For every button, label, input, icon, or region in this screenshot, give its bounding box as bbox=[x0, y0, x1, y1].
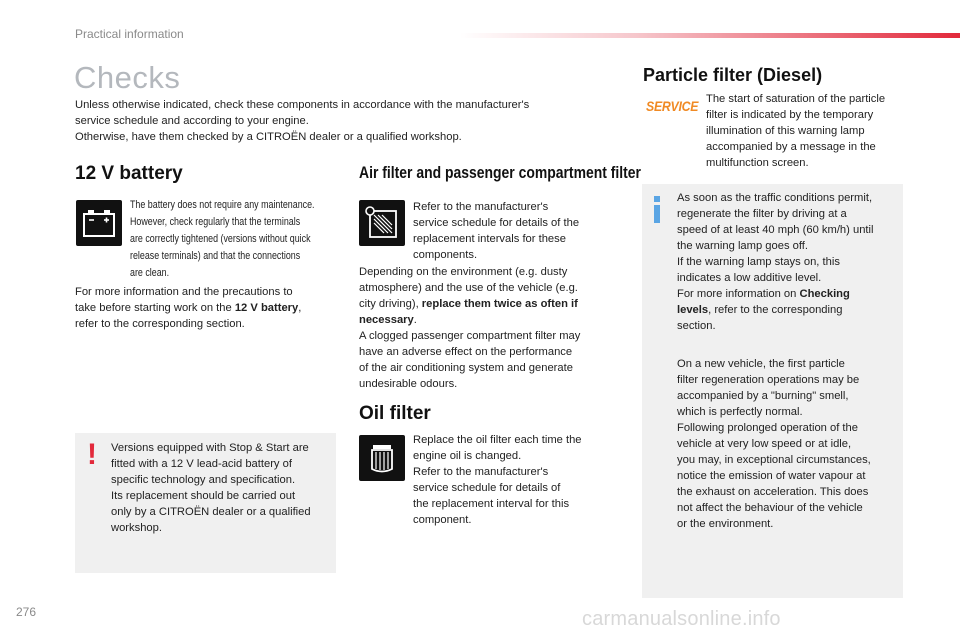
oil-line: service schedule for details of bbox=[413, 482, 561, 494]
oil-line: Refer to the manufacturer's bbox=[413, 466, 549, 478]
air-line: Depending on the environment (e.g. dusty bbox=[359, 266, 568, 278]
warning-icon: ! bbox=[87, 438, 97, 471]
battery-desc-line: The battery does not require any maintenance. bbox=[130, 199, 315, 211]
battery-more-line: refer to the corresponding section. bbox=[75, 318, 245, 330]
particle-line: The start of saturation of the particle bbox=[706, 93, 886, 105]
oil-filter-icon bbox=[359, 435, 405, 481]
particle-line: illumination of this warning lamp bbox=[706, 125, 865, 137]
warning-line: specific technology and specification. bbox=[111, 474, 296, 486]
info-line: regenerate the filter by driving at a bbox=[677, 208, 847, 220]
info-text: , refer to the corresponding bbox=[708, 304, 843, 316]
battery-icon-graphic bbox=[79, 205, 119, 241]
oil-filter-heading: Oil filter bbox=[359, 403, 431, 424]
info-icon bbox=[654, 205, 660, 223]
intro-line: Otherwise, have them checked by a CITROËN dealer or a qualified workshop. bbox=[75, 131, 462, 143]
air-bold: replace them twice as often if bbox=[421, 298, 578, 310]
battery-more-text: take before starting work on the bbox=[75, 302, 235, 314]
battery-desc-line: However, check regularly that the terminals bbox=[130, 216, 301, 228]
oil-filter-text bbox=[413, 432, 613, 528]
new-vehicle-line: On a new vehicle, the first particle bbox=[677, 358, 845, 370]
battery-more-bold: 12 V battery bbox=[234, 302, 299, 314]
new-vehicle-line: you may, in exceptional circumstances, bbox=[677, 454, 871, 466]
intro-line: Unless otherwise indicated, check these components in accordance with the manufacturer's bbox=[75, 99, 530, 111]
info-bold: Checking bbox=[799, 288, 850, 300]
particle-line: accompanied by a message in the bbox=[706, 141, 876, 153]
oil-line: Replace the oil filter each time the bbox=[413, 434, 582, 446]
battery-warning-text bbox=[111, 440, 333, 536]
oil-filter-icon-graphic bbox=[362, 438, 402, 478]
battery-icon bbox=[76, 200, 122, 246]
info-line: section. bbox=[677, 320, 716, 332]
new-vehicle-line: Following prolonged operation of the bbox=[677, 422, 858, 434]
warning-line: only by a CITROËN dealer or a qualified bbox=[111, 506, 311, 518]
battery-more-info bbox=[75, 284, 340, 332]
air-side-line: Refer to the manufacturer's bbox=[413, 201, 549, 213]
air-text: . bbox=[413, 314, 417, 326]
air-filter-icon bbox=[359, 200, 405, 246]
air-bold: necessary bbox=[359, 314, 414, 326]
particle-info-text bbox=[677, 190, 902, 334]
new-vehicle-line: vehicle at very low speed or at idle, bbox=[677, 438, 852, 450]
service-warning-icon: SERVICE bbox=[646, 98, 699, 114]
battery-warning-box bbox=[75, 433, 336, 573]
new-vehicle-line: filter regeneration operations may be bbox=[677, 374, 860, 386]
air-side-line: replacement intervals for these bbox=[413, 233, 566, 245]
air-filter-paragraph bbox=[359, 264, 624, 392]
particle-line: multifunction screen. bbox=[706, 157, 809, 169]
air-line bbox=[359, 296, 624, 312]
intro-paragraph bbox=[75, 97, 595, 145]
new-vehicle-line: or the environment. bbox=[677, 518, 774, 530]
watermark: carmanualsonline.info bbox=[582, 608, 781, 630]
air-filter-icon-graphic bbox=[362, 203, 402, 243]
oil-line: component. bbox=[413, 514, 472, 526]
air-side-line: components. bbox=[413, 249, 478, 261]
section-header: Practical information bbox=[75, 27, 184, 41]
page-title: Checks bbox=[74, 60, 181, 95]
air-line: atmosphere) and the use of the vehicle (e.g. bbox=[359, 282, 578, 294]
oil-line: engine oil is changed. bbox=[413, 450, 522, 462]
page-number: 276 bbox=[16, 605, 37, 619]
battery-desc-line: are clean. bbox=[130, 267, 170, 279]
air-line: of the air conditioning system and generate bbox=[359, 362, 573, 374]
air-text: city driving), bbox=[359, 298, 422, 310]
info-line: If the warning lamp stays on, this bbox=[677, 256, 840, 268]
warning-line: Versions equipped with Stop & Start are bbox=[111, 442, 309, 454]
battery-more-line: For more information and the precautions to bbox=[75, 286, 293, 298]
battery-more-line bbox=[75, 300, 340, 316]
header-accent-bar bbox=[460, 33, 960, 38]
info-line: As soon as the traffic conditions permit, bbox=[677, 192, 873, 204]
air-line bbox=[359, 312, 624, 328]
new-vehicle-line: which is perfectly normal. bbox=[677, 406, 803, 418]
new-vehicle-line: notice the emission of water vapour at bbox=[677, 470, 866, 482]
info-line: speed of at least 40 mph (60 km/h) until bbox=[677, 224, 874, 236]
battery-heading: 12 V battery bbox=[75, 163, 183, 184]
air-filter-side-text bbox=[413, 199, 613, 263]
warning-line: fitted with a 12 V lead-acid battery of bbox=[111, 458, 292, 470]
new-vehicle-line: not affect the behaviour of the vehicle bbox=[677, 502, 863, 514]
particle-filter-text bbox=[706, 91, 911, 171]
info-line: the warning lamp goes off. bbox=[677, 240, 809, 252]
air-line: A clogged passenger compartment filter may bbox=[359, 330, 581, 342]
info-icon-dot bbox=[654, 196, 660, 202]
battery-desc-line: release terminals) and that the connections bbox=[130, 250, 301, 262]
warning-line: workshop. bbox=[111, 522, 162, 534]
particle-info-box bbox=[642, 184, 903, 598]
battery-description bbox=[130, 197, 332, 282]
battery-more-text: , bbox=[298, 302, 302, 314]
new-vehicle-line: accompanied by a "burning" smell, bbox=[677, 390, 849, 402]
particle-filter-heading: Particle filter (Diesel) bbox=[643, 65, 823, 85]
info-text: For more information on bbox=[677, 288, 800, 300]
oil-line: the replacement interval for this bbox=[413, 498, 570, 510]
particle-line: filter is indicated by the temporary bbox=[706, 109, 874, 121]
new-vehicle-line: the exhaust on acceleration. This does bbox=[677, 486, 869, 498]
air-filter-heading: Air filter and passenger compartment filter bbox=[359, 163, 641, 182]
battery-desc-line: are correctly tightened (versions without quick bbox=[130, 233, 311, 245]
info-line: indicates a low additive level. bbox=[677, 272, 822, 284]
new-vehicle-text bbox=[677, 356, 902, 532]
air-side-line: service schedule for details of the bbox=[413, 217, 580, 229]
air-line: have an adverse effect on the performance bbox=[359, 346, 573, 358]
air-line: undesirable odours. bbox=[359, 378, 458, 390]
warning-line: Its replacement should be carried out bbox=[111, 490, 296, 502]
intro-line: service schedule and according to your engine. bbox=[75, 115, 309, 127]
info-line bbox=[677, 302, 902, 318]
info-bold: levels bbox=[677, 304, 709, 316]
info-line bbox=[677, 286, 902, 302]
